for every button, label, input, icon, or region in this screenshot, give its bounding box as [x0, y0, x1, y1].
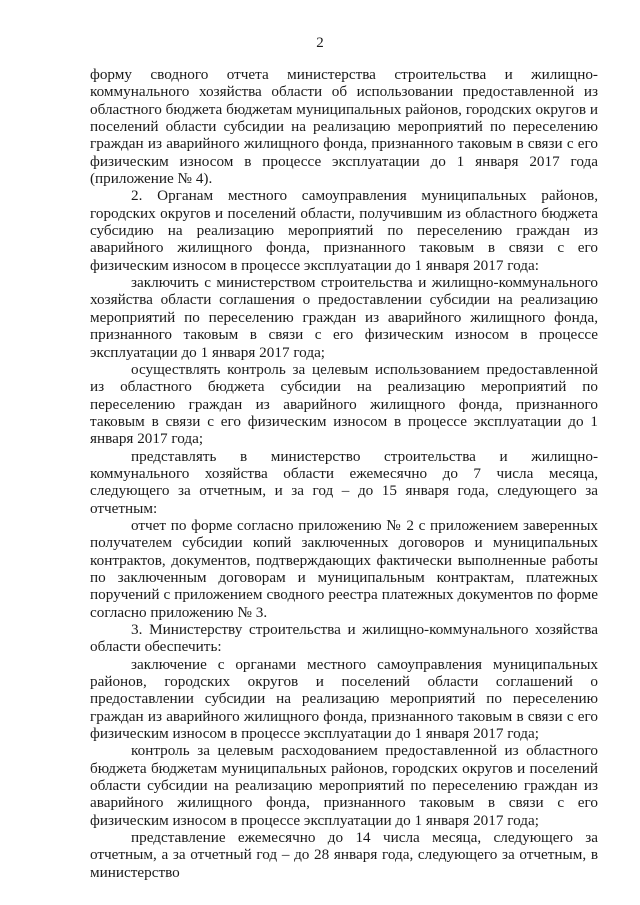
paragraph-continuation: форму сводного отчета министерства строительства и жилищно-коммунального хозяйства области об использовании предоставленной из областного бюджета бюджетам муниципальных районов, городских округов и поселений области субсидии на реализацию мероприятий по переселению граждан из аварийного жилищного фонда, признанного таковым в связи с его физическим износом в процессе эксплуатации до 1 января 2017 года (приложение № 4).	[90, 66, 598, 188]
paragraph-item-2: 2. Органам местного самоуправления муниципальных районов, городских округов и поселений области, получившим из областного бюджета субсидию на реализацию мероприятий по переселению граждан из аварийного жилищного фонда, признанного таковым в связи с его физическим износом в процессе эксплуатации до 1 января 2017 года:	[90, 187, 598, 274]
paragraph-sub-report: представлять в министерство строительства и жилищно-коммунального хозяйства области ежемесячно до 7 числа месяца, следующего за отчетным, и за год – до 15 января года, следующего за отчетным:	[90, 447, 598, 517]
page-number: 2	[316, 35, 324, 51]
paragraph-sub-submission: представление ежемесячно до 14 числа месяца, следующего за отчетным, а за отчетный год – до 28 января года, следующего за отчетным, в министерство	[90, 829, 598, 881]
paragraph-sub-agreements: заключение с органами местного самоуправления муниципальных районов, городских округов и поселений области соглашений о предоставлении субсидии на реализацию мероприятий по переселению граждан из аварийного жилищного фонда, признанного таковым в связи с его физическим износом в процессе эксплуатации до 1 января 2017 года;	[90, 655, 598, 743]
document-body	[90, 66, 598, 881]
paragraph-sub-control: осуществлять контроль за целевым использованием предоставленной из областного бюджета субсидии на реализацию мероприятий по переселению граждан из аварийного жилищного фонда, признанного таковым в связи с его физическим износом в процессе эксплуатации до 1 января 2017 года;	[90, 360, 598, 448]
paragraph-item-3: 3. Министерству строительства и жилищно-коммунального хозяйства области обеспечить:	[90, 621, 598, 656]
paragraph-sub-conclude: заключить с министерством строительства и жилищно-коммунального хозяйства области соглашения о предоставлении субсидии на реализацию мероприятий по переселению граждан из аварийного жилищного фонда, признанного таковым в связи с его физическим износом в процессе эксплуатации до 1 января 2017 года;	[90, 274, 598, 361]
paragraph-sub-spending-control: контроль за целевым расходованием предоставленной из областного бюджета бюджетам муниципальных районов, городских округов и поселений области субсидии на реализацию мероприятий по переселению граждан из аварийного жилищного фонда, признанного таковым в связи с его физическим износом в процессе эксплуатации до 1 января 2017 года;	[90, 742, 598, 829]
paragraph-report-form: отчет по форме согласно приложению № 2 с приложением заверенных получателем субсидии копий заключенных договоров и муниципальных контрактов, документов, подтверждающих фактически выполненные работы по заключенным договорам и муниципальным контрактам, платежных поручений с приложением сводного реестра платежных документов по форме согласно приложению № 3.	[90, 516, 598, 621]
